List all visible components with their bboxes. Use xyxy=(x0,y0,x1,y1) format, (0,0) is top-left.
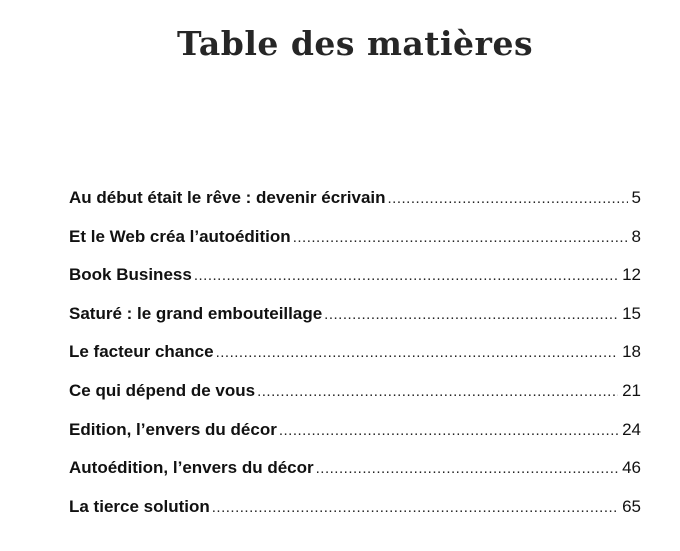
table-of-contents xyxy=(69,184,641,531)
toc-entry-page: 12 xyxy=(622,265,641,285)
toc-entry-page: 21 xyxy=(622,380,641,400)
toc-entry-title: Edition, l’envers du décor xyxy=(69,419,277,439)
toc-entry-title: Book Business xyxy=(69,265,192,285)
dot-leader xyxy=(388,185,628,213)
toc-entry-title: Autoédition, l’envers du décor xyxy=(69,458,314,478)
toc-entry[interactable] xyxy=(69,454,641,493)
toc-entry[interactable] xyxy=(69,338,641,377)
toc-entry-page: 18 xyxy=(622,342,641,362)
toc-entry[interactable] xyxy=(69,300,641,339)
toc-entry-title: Ce qui dépend de vous xyxy=(69,380,256,400)
toc-entry[interactable] xyxy=(69,377,641,416)
toc-entry[interactable] xyxy=(69,223,641,262)
dot-leader xyxy=(212,494,618,522)
toc-entry-page: 15 xyxy=(622,303,641,323)
toc-entry-page: 8 xyxy=(631,226,641,246)
toc-entry-page: 65 xyxy=(622,496,641,516)
toc-entry-page: 46 xyxy=(622,458,641,478)
page-title: Table des matières xyxy=(176,24,534,64)
toc-entry-title: Saturé : le grand embouteillage xyxy=(69,303,323,323)
toc-entry-title: Au début était le rêve : devenir écrivain xyxy=(69,188,386,207)
dot-leader xyxy=(293,224,628,252)
dot-leader xyxy=(324,301,618,329)
toc-entry[interactable] xyxy=(69,493,641,532)
dot-leader xyxy=(257,378,618,406)
toc-entry-title: La tierce solution xyxy=(69,496,210,516)
toc-entry[interactable] xyxy=(69,184,641,223)
dot-leader xyxy=(194,262,618,290)
toc-entry-title: Le facteur chance xyxy=(69,342,214,362)
toc-entry-title: Et le Web créa l’autoédition xyxy=(69,226,291,246)
dot-leader xyxy=(279,417,618,445)
toc-entry[interactable] xyxy=(69,261,641,300)
toc-entry-page: 5 xyxy=(631,188,641,207)
dot-leader xyxy=(316,455,618,483)
toc-entry[interactable] xyxy=(69,416,641,455)
dot-leader xyxy=(216,339,619,367)
toc-entry-page: 24 xyxy=(622,419,641,439)
